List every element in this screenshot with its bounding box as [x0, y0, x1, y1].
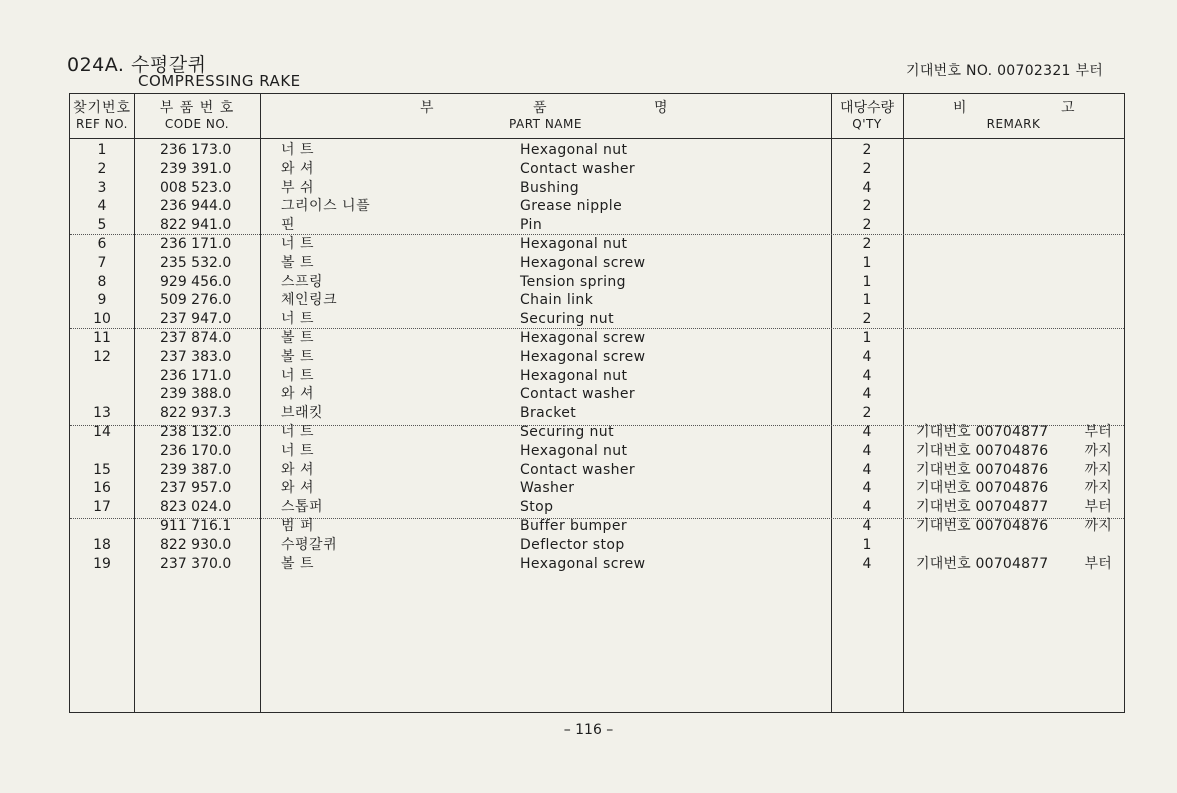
code-no: 239 388.0 — [160, 386, 232, 403]
part-name-en: Chain link — [520, 292, 594, 309]
remark — [916, 555, 1112, 574]
quantity: 4 — [862, 367, 872, 384]
part-name-ko: 볼 트 — [281, 555, 314, 572]
remark-range: 부터 — [1084, 499, 1112, 516]
parts-list — [70, 141, 1124, 573]
table-row — [70, 479, 1124, 498]
part-name-en: Hexagonal nut — [520, 142, 628, 158]
quantity: 4 — [862, 179, 872, 196]
page-subtitle: COMPRESSING RAKE — [138, 72, 301, 90]
header-ref-ko: 찾기번호 — [72, 100, 132, 116]
part-name-en: Washer — [520, 480, 575, 497]
part-name-en: Pin — [520, 217, 543, 234]
quantity: 1 — [862, 536, 872, 553]
part-name-en: Contact washer — [520, 160, 636, 177]
table-row — [70, 461, 1124, 480]
part-name-en: Hexagonal screw — [520, 329, 646, 346]
table-row — [70, 517, 1124, 536]
part-name-ko: 너 트 — [281, 442, 314, 459]
remark-range: 까지 — [1084, 480, 1112, 497]
table-row — [70, 498, 1124, 517]
remark-range: 까지 — [1084, 442, 1112, 459]
quantity: 2 — [862, 235, 872, 252]
table-row — [70, 197, 1124, 216]
table-row — [70, 404, 1124, 423]
remark-range: 까지 — [1084, 517, 1112, 534]
quantity: 4 — [862, 517, 872, 534]
code-no: 237 957.0 — [160, 480, 232, 497]
part-name-en: Hexagonal screw — [520, 555, 646, 572]
part-name-ko: 체인링크 — [281, 292, 338, 309]
quantity: 1 — [862, 329, 872, 346]
part-name-en: Securing nut — [520, 423, 614, 440]
ref-no: 6 — [97, 235, 107, 252]
header-code-ko: 부 품 번 호 — [159, 100, 235, 116]
remark — [916, 442, 1112, 461]
remark-serial: 기대번호 00704877 — [916, 423, 1049, 440]
serial-number-note: 기대번호 NO. 00702321 부터 — [906, 63, 1104, 79]
quantity: 4 — [862, 461, 872, 478]
header-qty-ko: 대당수량 — [839, 100, 895, 116]
table-row — [70, 141, 1124, 160]
part-name-ko: 너 트 — [281, 311, 314, 328]
code-no: 236 171.0 — [160, 235, 232, 252]
header-code-en: CODE NO. — [164, 117, 230, 131]
table-row — [70, 160, 1124, 179]
part-name-ko: 핀 — [281, 217, 296, 234]
part-name-en: Tension spring — [520, 273, 626, 290]
part-name-ko: 볼 트 — [281, 254, 314, 271]
remark-serial: 기대번호 00704877 — [916, 499, 1049, 516]
ref-no: 18 — [93, 536, 111, 553]
header-ref-en: REF NO. — [76, 117, 128, 131]
code-no: 008 523.0 — [160, 179, 232, 196]
part-name-ko: 와 셔 — [281, 461, 314, 478]
page-title: 024A. 수평갈퀴 — [67, 54, 207, 76]
header-qty-en: Q'TY — [852, 117, 882, 131]
part-name-ko: 너 트 — [281, 367, 314, 384]
ref-no: 14 — [93, 423, 111, 440]
part-name-en: Hexagonal nut — [520, 235, 628, 252]
remark-serial: 기대번호 00704877 — [916, 555, 1049, 572]
table-row — [70, 555, 1124, 574]
part-name-en: Grease nipple — [520, 198, 623, 215]
ref-no: 10 — [93, 311, 111, 328]
quantity: 1 — [862, 273, 872, 290]
table-row — [70, 254, 1124, 273]
table-row — [70, 273, 1124, 292]
ref-no: 17 — [93, 499, 111, 516]
page-number: – 116 – — [563, 722, 614, 738]
code-no: 239 391.0 — [160, 160, 232, 177]
quantity: 4 — [862, 423, 872, 440]
table-row — [70, 367, 1124, 386]
part-name-en: Securing nut — [520, 311, 614, 328]
ref-no: 16 — [93, 480, 111, 497]
header-remark — [903, 100, 1124, 132]
code-no: 911 716.1 — [160, 517, 232, 534]
remark-range: 부터 — [1084, 423, 1112, 440]
quantity: 4 — [862, 386, 872, 403]
part-name-ko: 너 트 — [281, 423, 314, 440]
quantity: 2 — [862, 217, 872, 234]
remark-range: 까지 — [1084, 461, 1112, 478]
remark-serial: 기대번호 00704876 — [916, 480, 1049, 497]
code-no: 237 874.0 — [160, 329, 232, 346]
table-row — [70, 216, 1124, 235]
quantity: 1 — [862, 292, 872, 309]
part-name-ko: 스프링 — [281, 273, 324, 290]
quantity: 1 — [862, 254, 872, 271]
table-row — [70, 291, 1124, 310]
ref-no: 19 — [93, 555, 111, 572]
code-no: 237 383.0 — [160, 348, 232, 365]
table-row — [70, 536, 1124, 555]
remark-range: 부터 — [1084, 555, 1112, 572]
quantity: 2 — [862, 142, 872, 158]
code-no: 238 132.0 — [160, 423, 232, 440]
header-qty — [831, 100, 903, 132]
quantity: 4 — [862, 555, 872, 572]
code-no: 823 024.0 — [160, 499, 232, 516]
ref-no: 13 — [93, 405, 111, 422]
quantity: 4 — [862, 442, 872, 459]
code-no: 237 370.0 — [160, 555, 232, 572]
code-no: 235 532.0 — [160, 254, 232, 271]
ref-no: 7 — [97, 254, 107, 271]
ref-no: 9 — [97, 292, 107, 309]
code-no: 929 456.0 — [160, 273, 232, 290]
table-row — [70, 310, 1124, 329]
part-name-ko: 와 셔 — [281, 160, 314, 177]
code-no: 236 944.0 — [160, 198, 232, 215]
part-name-ko: 부 쉬 — [281, 179, 314, 196]
part-name-en: Deflector stop — [520, 536, 625, 553]
ref-no: 4 — [97, 198, 107, 215]
header-rule — [70, 138, 1124, 139]
ref-no: 2 — [97, 160, 107, 177]
remark — [916, 461, 1112, 480]
part-name-ko: 브래킷 — [281, 405, 324, 422]
part-name-en: Hexagonal nut — [520, 367, 628, 384]
part-name-ko: 수평갈퀴 — [281, 536, 338, 553]
part-name-en: Hexagonal screw — [520, 254, 646, 271]
part-name-ko: 와 셔 — [281, 386, 314, 403]
ref-no: 15 — [93, 461, 111, 478]
ref-no: 3 — [97, 179, 107, 196]
header-remark-ko-1: 비 — [953, 100, 968, 116]
quantity: 2 — [862, 198, 872, 215]
part-name-ko: 스톱퍼 — [281, 499, 324, 516]
quantity: 2 — [862, 160, 872, 177]
code-no: 236 171.0 — [160, 367, 232, 384]
remark — [916, 479, 1112, 498]
code-no: 822 937.3 — [160, 405, 232, 422]
quantity: 4 — [862, 348, 872, 365]
ref-no: 12 — [93, 348, 111, 365]
part-name-en: Contact washer — [520, 461, 636, 478]
part-name-en: Hexagonal screw — [520, 348, 646, 365]
header-remark-ko-2: 고 — [1061, 100, 1076, 116]
part-name-en: Bushing — [520, 179, 580, 196]
part-name-en: Stop — [520, 499, 554, 516]
table-row — [70, 235, 1124, 254]
remark-serial: 기대번호 00704876 — [916, 442, 1049, 459]
part-name-en: Hexagonal nut — [520, 442, 628, 459]
remark — [916, 498, 1112, 517]
table-row — [70, 423, 1124, 442]
header-name — [260, 100, 831, 132]
header-name-en: PART NAME — [509, 117, 582, 131]
header-name-ko-3: 명 — [654, 100, 669, 116]
table-row — [70, 348, 1124, 367]
part-name-ko: 너 트 — [281, 142, 314, 158]
quantity: 2 — [862, 311, 872, 328]
remark-serial: 기대번호 00704876 — [916, 461, 1049, 478]
code-no: 509 276.0 — [160, 292, 232, 309]
remark — [916, 423, 1112, 442]
part-name-en: Bracket — [520, 405, 577, 422]
table-row — [70, 179, 1124, 198]
ref-no: 5 — [97, 217, 107, 234]
code-no: 236 173.0 — [160, 142, 232, 158]
table-row — [70, 385, 1124, 404]
ref-no: 1 — [97, 142, 107, 158]
quantity: 4 — [862, 499, 872, 516]
part-name-ko: 그리이스 니플 — [281, 198, 371, 215]
header-remark-en: REMARK — [986, 117, 1041, 131]
remark — [916, 517, 1112, 536]
header-code — [134, 100, 260, 132]
part-name-ko: 와 셔 — [281, 480, 314, 497]
code-no: 822 941.0 — [160, 217, 232, 234]
part-name-ko: 볼 트 — [281, 329, 314, 346]
quantity: 4 — [862, 480, 872, 497]
table-row — [70, 329, 1124, 348]
part-name-en: Contact washer — [520, 386, 636, 403]
ref-no: 11 — [93, 329, 111, 346]
part-name-ko: 범 퍼 — [281, 517, 314, 534]
ref-no: 8 — [97, 273, 107, 290]
parts-table — [69, 93, 1125, 713]
code-no: 236 170.0 — [160, 442, 232, 459]
header-ref — [70, 100, 134, 132]
quantity: 2 — [862, 405, 872, 422]
code-no: 239 387.0 — [160, 461, 232, 478]
header-name-ko-1: 부 — [420, 100, 435, 116]
code-no: 237 947.0 — [160, 311, 232, 328]
part-name-ko: 너 트 — [281, 235, 314, 252]
table-row — [70, 442, 1124, 461]
remark-serial: 기대번호 00704876 — [916, 517, 1049, 534]
part-name-en: Buffer bumper — [520, 517, 628, 534]
code-no: 822 930.0 — [160, 536, 232, 553]
header-name-ko-2: 품 — [533, 100, 548, 116]
part-name-ko: 볼 트 — [281, 348, 314, 365]
